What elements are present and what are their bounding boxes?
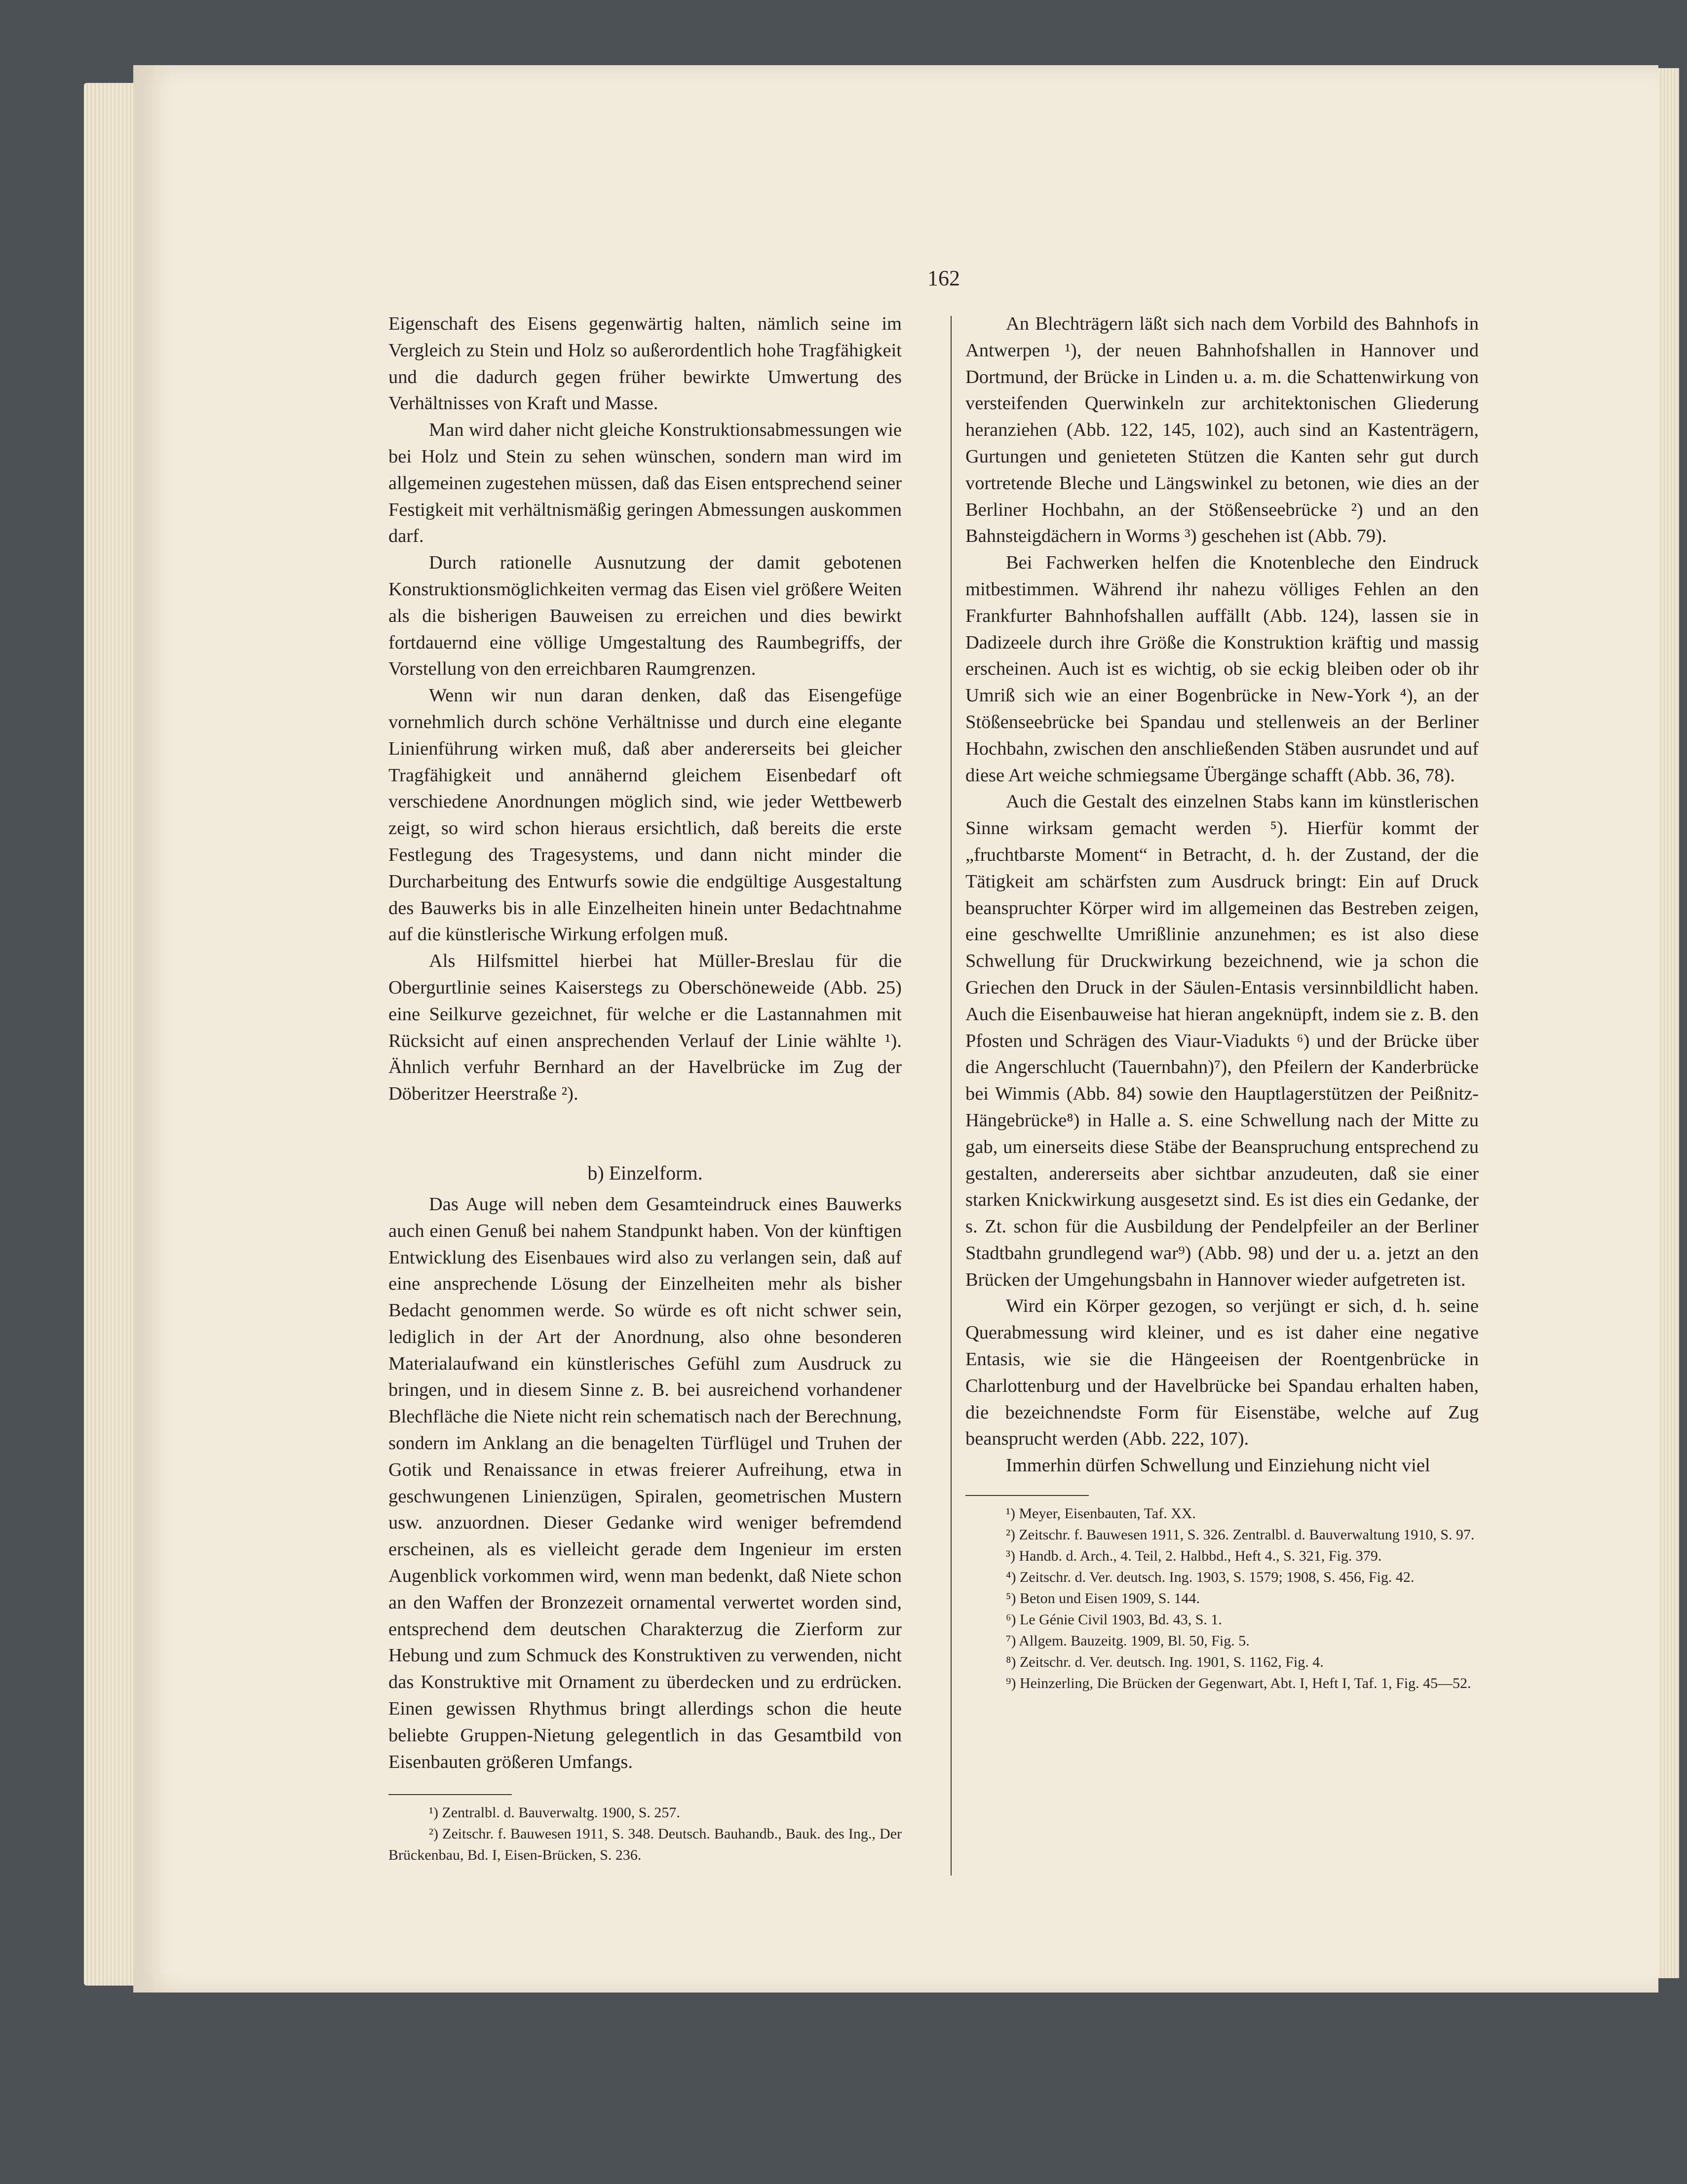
left-column — [388, 311, 902, 1866]
paragraph: Bei Fachwerken helfen die Knotenbleche den Eindruck mitbestimmen. Während ihr nahezu völliges Fehlen an den Frankfurter Bahnhofshallen auffällt (Abb. 124), lassen sie in Dadizeele durch ihre Größe die Konstruktion kräftig und massig erscheinen. Auch ist es wichtig, ob sie eckig bleiben oder ob ihr Umriß sich wie an einer Bogenbrücke in New-York ⁴), an der Stößenseebrücke bei Spandau und stellenweis an der Berliner Hochbahn, zwischen den anschließenden Stäben ausrundet und auf diese Art weiche schmiegsame Übergänge schafft (Abb. 36, 78). — [965, 552, 1479, 786]
footnote: ⁸) Zeitschr. d. Ver. deutsch. Ing. 1901, S. 1162, Fig. 4. — [1006, 1654, 1324, 1671]
section-heading: b) Einzelform. — [587, 1161, 703, 1184]
footnote: ⁵) Beton und Eisen 1909, S. 144. — [1006, 1590, 1200, 1607]
footnote: ¹) Zentralbl. d. Bauverwaltg. 1900, S. 257. — [429, 1804, 680, 1821]
footnote-rule — [388, 1794, 512, 1795]
footnote: ²) Zeitschr. f. Bauwesen 1911, S. 326. Zentralbl. d. Bauverwaltung 1910, S. 97. — [1006, 1527, 1475, 1543]
footnote: ³) Handb. d. Arch., 4. Teil, 2. Halbbd., Heft 4., S. 321, Fig. 379. — [1006, 1548, 1382, 1565]
page-edges-left — [84, 83, 138, 1986]
paragraph: An Blechträgern läßt sich nach dem Vorbild des Bahnhofs in Antwerpen ¹), der neuen Bahnhofshallen in Hannover und Dortmund, der Brücke in Linden u. a. m. die Schattenwirkung von versteifenden Querwinkeln zur architektonischen Gliederung heranziehen (Abb. 122, 145, 102), auch sind an Kastenträgern, Gurtungen und genieteten Stützen die Kanten sehr gut durch vortretende Bleche und Längswinkel zu betonen, wie dies an der Berliner Hochbahn, an der Stößenseebrücke ²) und an den Bahnsteigdächern in Worms ³) geschehen ist (Abb. 79). — [965, 313, 1479, 547]
footnote: ⁹) Heinzerling, Die Brücken der Gegenwart, Abt. I, Heft I, Taf. 1, Fig. 45—52. — [1006, 1675, 1471, 1692]
footnote: ²) Zeitschr. f. Bauwesen 1911, S. 348. Deutsch. Bauhandb., Bauk. des Ing., Der Brückenbau, Bd. I, Eisen-Brücken, S. 236. — [388, 1826, 902, 1864]
footnote: ⁶) Le Génie Civil 1903, Bd. 43, S. 1. — [1006, 1611, 1222, 1628]
paragraph: Wird ein Körper gezogen, so verjüngt er sich, d. h. seine Querabmessung wird kleiner, und es ist daher eine negative Entasis, wie sie die Hängeeisen der Roentgenbrücke in Charlottenburg und der Havelbrücke bei Spandau erhalten haben, die bezeichnendste Form für Eisenstäbe, welche auf Zug beansprucht werden (Abb. 222, 107). — [965, 1296, 1479, 1450]
column-divider — [951, 316, 952, 1876]
paragraph: Das Auge will neben dem Gesamteindruck eines Bauwerks auch einen Genuß bei nahem Standpunkt haben. Von der künftigen Entwicklung des Eisenbaues wird also zu verlangen sein, daß auf eine ansprechende Lösung der Einzelheiten mehr als bisher Bedacht genommen werde. So würde es oft nicht schwer sein, lediglich in der Art der Anordnung, also ohne besonderen Materialaufwand ein künstlerisches Gefühl zum Ausdruck zu bringen, und in diesem Sinne z. B. bei ausreichend vorhandener Blechfläche die Niete nicht rein schematisch nach der Berechnung, sondern im Anklang an die benagelten Türflügel und Truhen der Gotik und Renaissance in etwas freierer Aufreihung, etwa in geschwungenen Linienzügen, Spiralen, geometrischen Mustern usw. anzuordnen. Dieser Gedanke wird weniger befremdend erscheinen, als es vielleicht gerade dem Ingenieur im ersten Augenblick vorkommen wird, wenn man bedenkt, daß Niete schon an den Waffen der Bronzezeit ornamental verwertet worden sind, entsprechend dem deutschen Charakterzug die Zierform zur Hebung und zum Schmuck des Konstruktiven zu verwenden, nicht das Konstruktive mit Ornament zu überdecken und zu erdrücken. Einen gewissen Rhythmus bringt allerdings schon die heute beliebte Gruppen-Nietung gelegentlich in das Gesamtbild von Eisenbauten größeren Umfangs. — [388, 1193, 902, 1772]
paragraph: Auch die Gestalt des einzelnen Stabs kann im künstlerischen Sinne wirksam gemacht werden ⁵). Hierfür kommt der „fruchtbarste Moment“ in Betracht, d. h. der Zustand, der die Tätigkeit am schärfsten zum Ausdruck bringt: Ein auf Druck beanspruchter Körper wird im allgemeinen das Bestreben zeigen, eine geschwellte Umrißlinie anzunehmen; es ist also diese Schwellung für Druckwirkung bezeichnend, wie ja schon die Griechen den Druck in der Säulen-Entasis versinnbildlicht haben. Auch die Eisenbauweise hat hieran angeknüpft, indem sie z. B. den Pfosten und Schrägen des Viaur-Viadukts ⁶) und der Brücke über die Angerschlucht (Tauernbahn)⁷), den Pfeilern der Kanderbrücke bei Wimmis (Abb. 84) sowie den Hauptlagerstützen der Peißnitz-Hängebrücke⁸) in Halle a. S. eine Schwellung nach der Mitte zu gab, um einerseits diese Stäbe der Beanspruchung entsprechend zu gestalten, andererseits aber sichtbar anzudeuten, daß sie einer starken Knickwirkung ausgesetzt sind. Es ist dies ein Gedanke, der s. Zt. schon für die Ausbildung der Pendelpfeiler an der Berliner Stadtbahn grundlegend war⁹) (Abb. 98) und der u. a. jetzt an den Brücken der Umgehungsbahn in Hannover wieder aufgetreten ist. — [965, 791, 1479, 1290]
footnote: ⁷) Allgem. Bauzeitg. 1909, Bl. 50, Fig. 5. — [1006, 1633, 1250, 1649]
paragraph: Als Hilfsmittel hierbei hat Müller-Breslau für die Obergurtlinie seines Kaiserstegs zu Oberschöneweide (Abb. 25) eine Seilkurve gezeichnet, für welche er die Lastannahmen mit Rücksicht auf einen ansprechenden Verlauf der Linie wählte ¹). Ähnlich verfuhr Bernhard an der Havelbrücke im Zug der Döberitzer Heerstraße ²). — [388, 951, 902, 1105]
footnote-rule — [965, 1495, 1089, 1496]
footnote: ¹) Meyer, Eisenbauten, Taf. XX. — [1006, 1505, 1196, 1522]
paragraph: Eigenschaft des Eisens gegenwärtig halten, nämlich seine im Vergleich zu Stein und Holz so außerordentlich hohe Tragfähigkeit und die dadurch gegen früher bewirkte Umwertung des Verhältnisses von Kraft und Masse. — [388, 313, 902, 414]
paragraph: Immerhin dürfen Schwellung und Einziehung nicht viel — [1006, 1455, 1430, 1476]
right-column — [965, 311, 1479, 1694]
paragraph: Wenn wir nun daran denken, daß das Eisengefüge vornehmlich durch schöne Verhältnisse und durch eine elegante Linienführung wirken muß, daß aber andererseits bei gleicher Tragfähigkeit und annähernd gleichem Eisenbedarf oft verschiedene Anordnungen möglich sind, wie jeder Wettbewerb zeigt, so wird schon hieraus ersichtlich, daß bereits die erste Festlegung des Tragesystems, und dann nicht minder die Durcharbeitung des Entwurfs sowie die endgültige Ausgestaltung des Bauwerks bis in alle Einzelheiten hinein unter Bedachtnahme auf die künstlerische Wirkung erfolgen muß. — [388, 685, 902, 945]
paragraph: Durch rationelle Ausnutzung der damit gebotenen Konstruktionsmöglichkeiten vermag das Eisen viel größere Weiten als die bisherigen Bauweisen zu erreichen und dies bewirkt fortdauernd eine völlige Umgestaltung des Raumbegriffs, der Vorstellung von den erreichbaren Raumgrenzen. — [388, 552, 902, 680]
paragraph: Man wird daher nicht gleiche Konstruktionsabmessungen wie bei Holz und Stein zu sehen wünschen, sondern man wird im allgemeinen zugestehen müssen, daß das Eisen entsprechend seiner Festigkeit mit verhältnismäßig geringen Abmessungen auskommen darf. — [388, 420, 902, 547]
page-number: 162 — [927, 266, 960, 290]
footnote: ⁴) Zeitschr. d. Ver. deutsch. Ing. 1903, S. 1579; 1908, S. 456, Fig. 42. — [1006, 1569, 1415, 1586]
